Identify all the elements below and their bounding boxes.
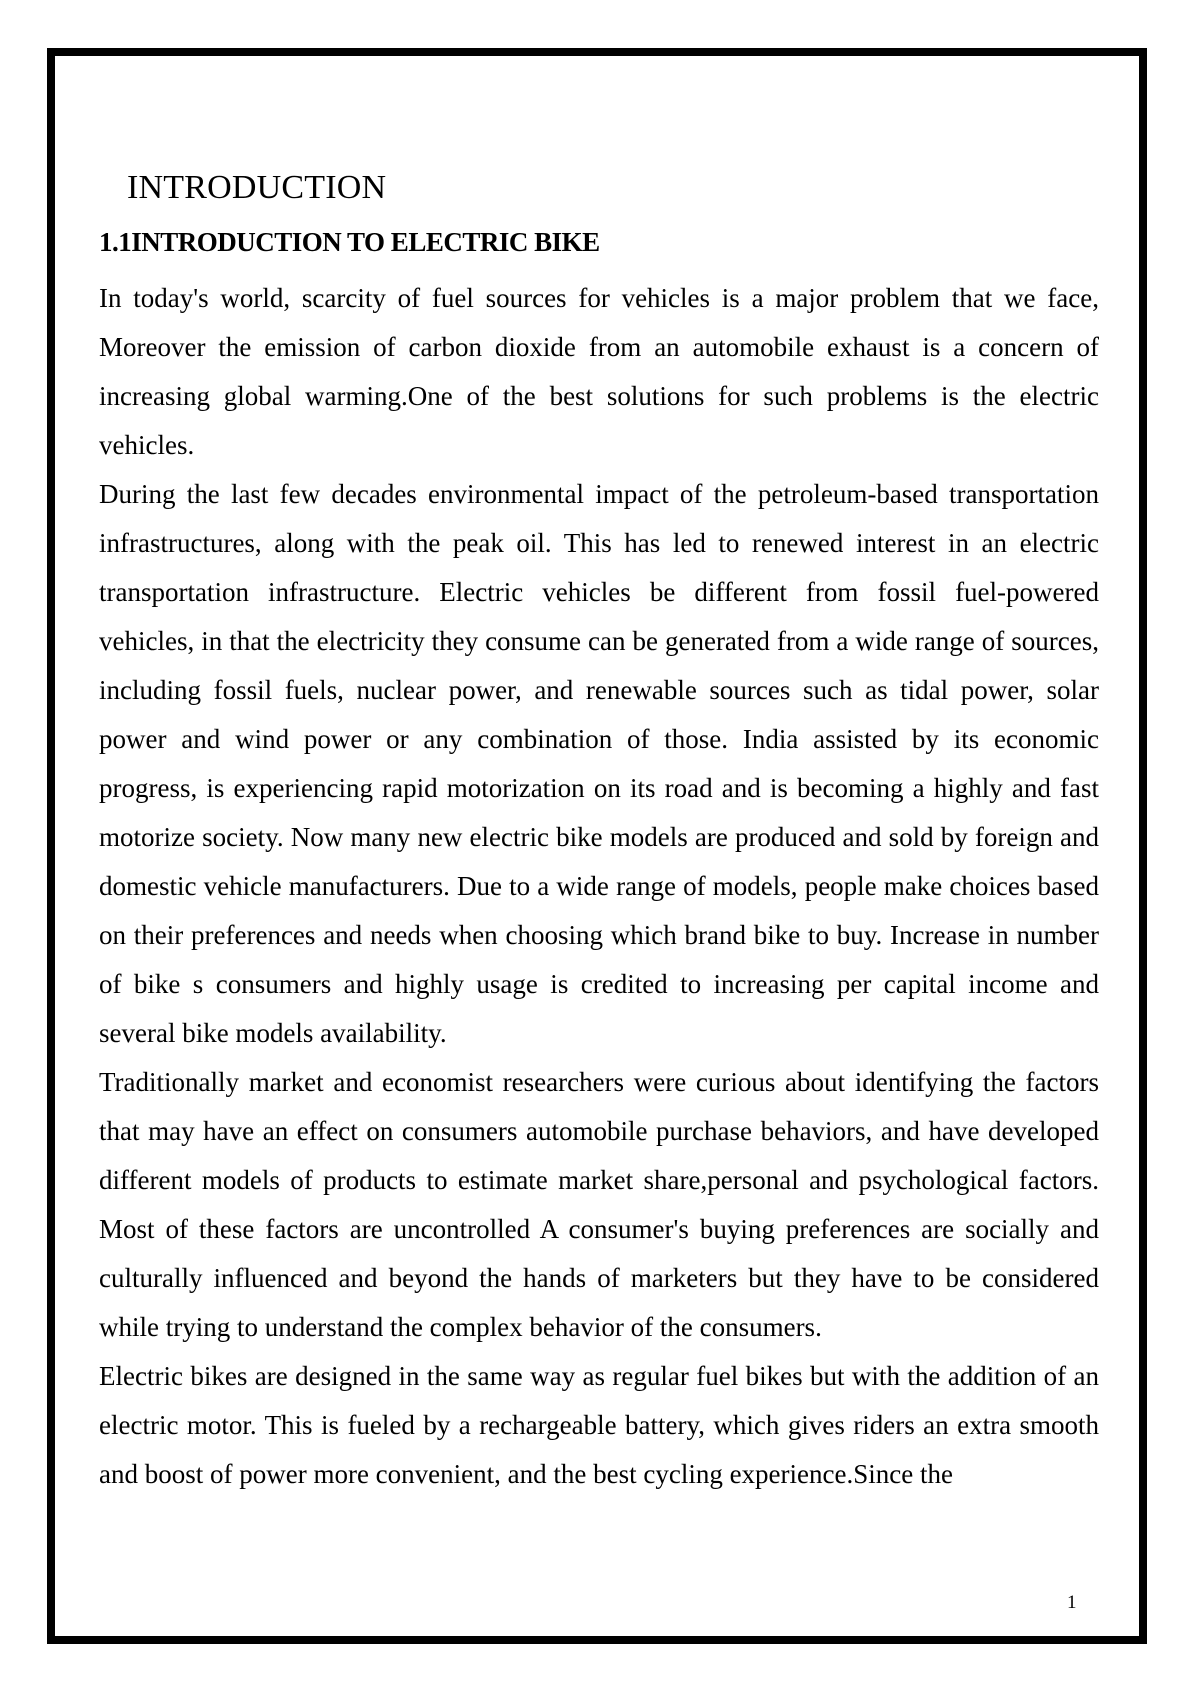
paragraph-1: In today's world, scarcity of fuel sources for vehicles is a major problem that we face, Moreover the emission of carbon dioxide from an automobile exhaust is a concern of increasing global warming.One of the best solutions for such problems is the electric vehicles. — [99, 283, 1099, 460]
page-content — [99, 168, 1099, 1499]
paragraph-3: Traditionally market and economist researchers were curious about identifying the factors that may have an effect on consumers automobile purchase behaviors, and have developed different models of products to estimate market share,personal and psychological factors. Most of these factors are uncontrolled A consumer's buying preferences are socially and culturally influenced and beyond the hands of marketers but they have to be considered while trying to understand the complex behavior of the consumers. — [99, 1067, 1099, 1342]
section-title: 1.1INTRODUCTION TO ELECTRIC BIKE — [99, 227, 600, 257]
paragraph-2: During the last few decades environmental impact of the petroleum-based transportation infrastructures, along with the peak oil. This has led to renewed interest in an electric transportation infrastructure. Electric vehicles be different from fossil fuel-powered vehicles, in that the electricity they consume can be generated from a wide range of sources, including fossil fuels, nuclear power, and renewable sources such as tidal power, solar power and wind power or any combination of those. India assisted by its economic progress, is experiencing rapid motorization on its road and is becoming a highly and fast motorize society. Now many new electric bike models are produced and sold by foreign and domestic vehicle manufacturers. Due to a wide range of models, people make choices based on their preferences and needs when choosing which brand bike to buy. Increase in number of bike s consumers and highly usage is credited to increasing per capital income and several bike models availability. — [99, 479, 1099, 1048]
chapter-title: INTRODUCTION — [127, 169, 387, 206]
page-number: 1 — [1067, 1592, 1077, 1613]
paragraph-4: Electric bikes are designed in the same way as regular fuel bikes but with the addition of an electric motor. This is fueled by a rechargeable battery, which gives riders an extra smooth and boost of power more convenient, and the best cycling experience.Since the — [99, 1361, 1099, 1489]
